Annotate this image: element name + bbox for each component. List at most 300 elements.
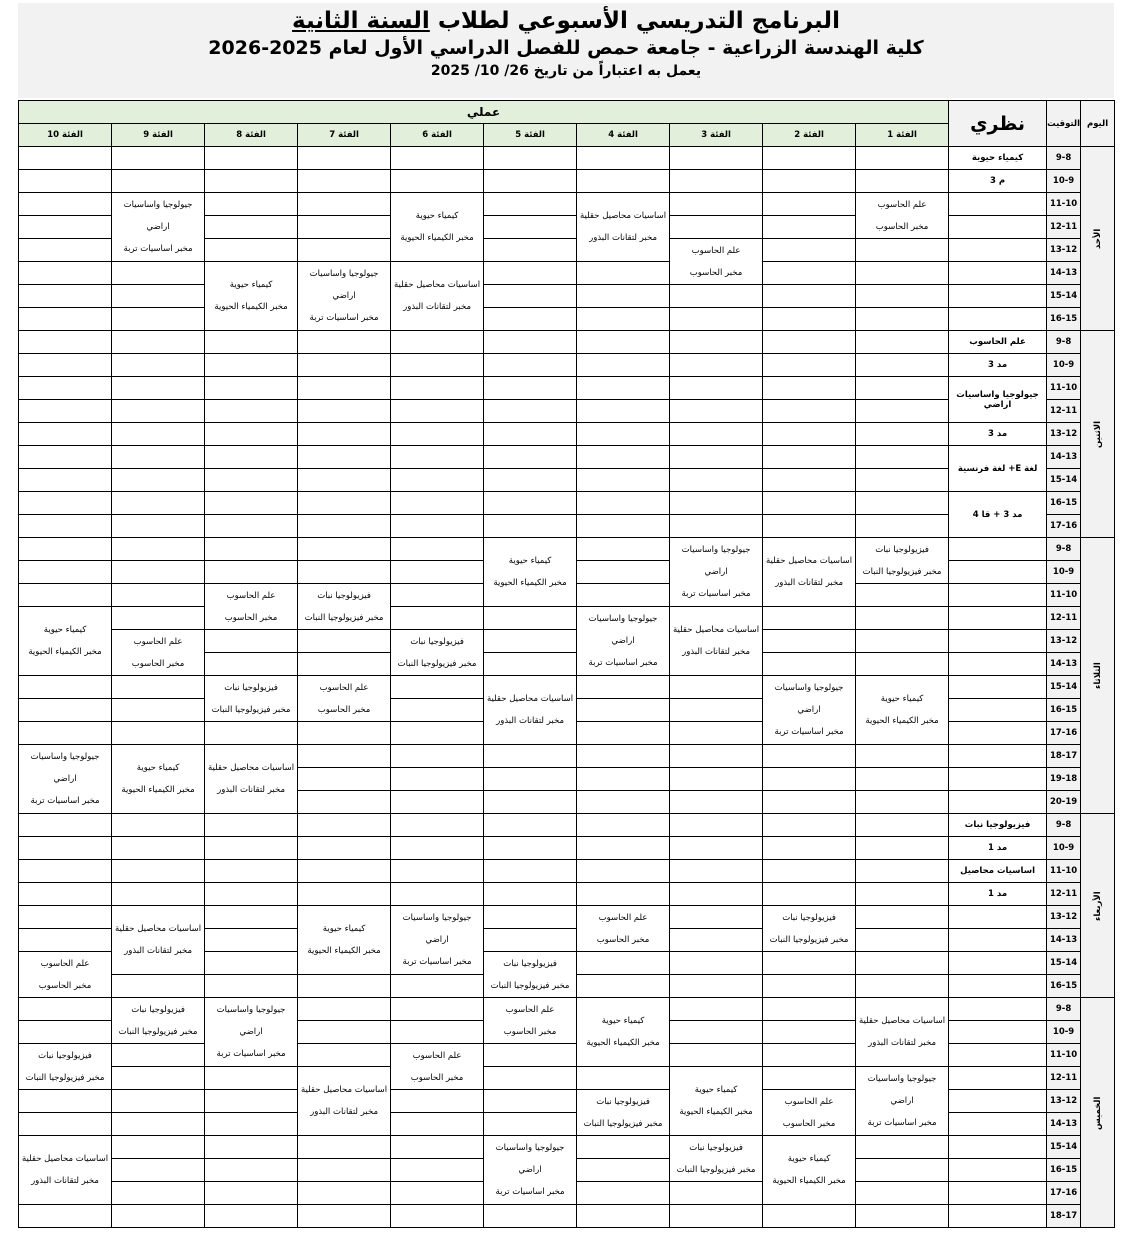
empty-cell [856,653,949,676]
schedule-table [18,100,1115,1228]
empty-cell [856,147,949,170]
empty-cell [112,377,205,400]
session-text: مد 1 [988,889,1008,899]
empty-cell [856,515,949,538]
empty-cell [949,975,1047,998]
empty-cell [763,446,856,469]
session-text: مخبر اساسيات تربة [867,1118,937,1128]
empty-cell [484,906,577,929]
empty-cell [856,400,949,423]
empty-cell [856,630,949,653]
session-text: مخبر فيزيولوجيا النبات [397,658,477,669]
session-text: فيزيولوجيا نبات [596,1096,650,1107]
empty-cell [856,745,949,768]
session-text: كيمياء حيوية [229,280,273,290]
session-text: مخبر الحاسوب [689,267,743,278]
session-text: مخبر الحاسوب [503,1026,557,1037]
empty-cell [19,883,112,906]
session-text: اساسيات محاصيل حقلية [766,556,853,566]
empty-cell [856,170,949,193]
session-text: جيولوجيا واساسيات [588,614,658,624]
empty-cell [112,722,205,745]
empty-cell [949,1205,1047,1228]
empty-cell [112,814,205,837]
time-slot: 14-13 [1047,446,1081,469]
lab-session [484,538,577,607]
empty-cell [205,1205,298,1228]
empty-cell [19,837,112,860]
empty-cell [391,607,484,630]
empty-cell [19,860,112,883]
empty-cell [763,998,856,1021]
empty-cell [112,170,205,193]
empty-cell [391,538,484,561]
lab-session [577,1090,670,1136]
session-text: مخبر فيزيولوجيا النبات [769,934,849,945]
session-text: مخبر الكيمياء الحيوية [28,647,102,657]
lab-session [298,584,391,630]
empty-cell [670,331,763,354]
session-text: مد 3 + قا 4 [972,509,1023,520]
table-row [19,193,1115,216]
time-slot: 15-14 [1047,952,1081,975]
empty-cell [205,469,298,492]
lab-session [19,952,112,998]
lab-session [856,998,949,1067]
session-text: علم الحاسوب [784,1096,834,1107]
empty-cell [577,308,670,331]
empty-cell [19,147,112,170]
session-text: اراضي [797,705,821,715]
session-text: مخبر الكيمياء الحيوية [865,716,939,726]
empty-cell [856,768,949,791]
empty-cell [577,400,670,423]
empty-cell [856,377,949,400]
empty-cell [856,1159,949,1182]
lab-session [205,584,298,630]
lab-session [670,607,763,676]
empty-cell [577,860,670,883]
lab-session [484,952,577,998]
empty-cell [19,1205,112,1228]
lab-session [763,676,856,745]
empty-cell [205,354,298,377]
session-text: مخبر الحاسوب [596,934,650,945]
lab-session [391,906,484,975]
lab-session [484,676,577,745]
empty-cell [670,883,763,906]
session-text: مخبر الحاسوب [410,1072,464,1083]
lab-session [670,538,763,607]
empty-cell [484,193,577,216]
empty-cell [391,883,484,906]
empty-cell [856,469,949,492]
empty-cell [112,1182,205,1205]
empty-cell [205,216,298,239]
empty-cell [949,1159,1047,1182]
lab-session [112,630,205,676]
empty-cell [205,1159,298,1182]
empty-cell [763,262,856,285]
group-header-4: الفئة 4 [577,124,670,147]
empty-cell [763,768,856,791]
lab-session [298,1067,391,1136]
table-row [19,837,1115,860]
empty-cell [670,515,763,538]
empty-cell [949,1067,1047,1090]
empty-cell [298,216,391,239]
empty-cell [298,538,391,561]
empty-cell [949,630,1047,653]
table-row [19,377,1115,400]
empty-cell [484,745,577,768]
table-row [19,1044,1115,1067]
empty-cell [19,998,112,1021]
empty-cell [391,975,484,998]
session-text: مخبر فيزيولوجيا النبات [304,612,384,623]
session-text: جيولوجيا واساسيات [30,752,100,762]
time-slot: 13-12 [1047,630,1081,653]
empty-cell [763,1021,856,1044]
empty-cell [670,285,763,308]
empty-cell [763,285,856,308]
empty-cell [112,262,205,285]
empty-cell [670,446,763,469]
empty-cell [484,814,577,837]
empty-cell [205,722,298,745]
empty-cell [577,1136,670,1159]
empty-cell [298,446,391,469]
session-text: جيولوجيا واساسيات [956,389,1039,400]
empty-cell [949,929,1047,952]
table-row [19,423,1115,446]
time-slot: 14-13 [1047,653,1081,676]
empty-cell [484,630,577,653]
empty-cell [19,1021,112,1044]
empty-cell [670,170,763,193]
session-text: مخبر الحاسوب [317,704,371,715]
lab-session [670,239,763,285]
session-text: مد 1 [988,843,1008,853]
session-text: جيولوجيا واساسيات [216,1005,286,1015]
session-text: مخبر فيزيولوجيا النبات [118,1026,198,1037]
session-text: مخبر لتقانات البذور [403,302,471,312]
session-text: مخبر فيزيولوجيا النبات [211,704,291,715]
group-header-2: الفئة 2 [763,124,856,147]
empty-cell [577,561,670,584]
empty-cell [856,952,949,975]
empty-cell [112,515,205,538]
empty-cell [391,699,484,722]
empty-cell [577,446,670,469]
session-text: مخبر اساسيات تربة [30,796,100,806]
session-text: مخبر الحاسوب [224,612,278,623]
session-text: مخبر لتقانات البذور [124,946,192,956]
empty-cell [19,699,112,722]
session-text: فيزيولوجيا نبات [503,958,557,969]
empty-cell [391,377,484,400]
time-slot: 14-13 [1047,1113,1081,1136]
empty-cell [949,1021,1047,1044]
empty-cell [949,906,1047,929]
empty-cell [670,791,763,814]
empty-cell [112,538,205,561]
empty-cell [205,975,298,998]
empty-cell [298,354,391,377]
empty-cell [763,630,856,653]
empty-cell [763,814,856,837]
page-subtitle: كلية الهندسة الزراعية - جامعة حمص للفصل الدراسي الأول لعام 2025-2026 [208,37,924,59]
empty-cell [577,676,670,699]
empty-cell [949,607,1047,630]
time-slot: 10-9 [1047,561,1081,584]
empty-cell [484,1205,577,1228]
session-text: كيمياء حيوية [601,1016,645,1026]
empty-cell [763,860,856,883]
session-text: مخبر الحاسوب [131,658,185,669]
empty-cell [112,285,205,308]
session-text: مخبر الكيمياء الحيوية [493,578,567,588]
empty-cell [19,262,112,285]
empty-cell [205,860,298,883]
empty-cell [577,745,670,768]
empty-cell [391,331,484,354]
time-slot: 13-12 [1047,1090,1081,1113]
session-text: كيمياء حيوية [880,694,924,704]
empty-cell [763,239,856,262]
empty-cell [484,860,577,883]
empty-cell [670,952,763,975]
empty-cell [670,1205,763,1228]
empty-cell [19,561,112,584]
session-text: اراضي [239,1027,263,1037]
lab-session [19,1044,112,1090]
lab-session [856,1067,949,1136]
time-slot: 11-10 [1047,377,1081,400]
empty-cell [856,837,949,860]
session-text: مخبر فيزيولوجيا النبات [490,980,570,991]
empty-cell [763,469,856,492]
practical-column-header: عملي [19,101,949,124]
empty-cell [391,1136,484,1159]
empty-cell [205,561,298,584]
empty-cell [391,423,484,446]
empty-cell [298,630,391,653]
empty-cell [763,653,856,676]
empty-cell [484,423,577,446]
day-label: الخميس [1081,998,1115,1228]
empty-cell [577,469,670,492]
empty-cell [484,170,577,193]
lab-session [856,193,949,239]
empty-cell [670,975,763,998]
empty-cell [856,239,949,262]
session-text: اراضي [518,1165,542,1175]
empty-cell [856,607,949,630]
lab-session [112,998,205,1044]
empty-cell [577,423,670,446]
session-text: اساسيات محاصيل حقلية [394,280,481,290]
session-text: اراضي [332,291,356,301]
session-text: جيولوجيا واساسيات [867,1074,937,1084]
empty-cell [949,1113,1047,1136]
empty-cell [205,630,298,653]
lab-session [391,1044,484,1090]
session-text: جيولوجيا واساسيات [402,913,472,923]
empty-cell [112,699,205,722]
empty-cell [670,998,763,1021]
session-text: مخبر لتقانات البذور [217,785,285,795]
empty-cell [205,170,298,193]
empty-cell [391,1205,484,1228]
theory-session [949,837,1047,860]
empty-cell [577,492,670,515]
empty-cell [763,1067,856,1090]
session-text: مد 3 [988,429,1008,439]
empty-cell [391,147,484,170]
empty-cell [856,975,949,998]
theory-session [949,331,1047,354]
empty-cell [484,377,577,400]
empty-cell [949,768,1047,791]
empty-cell [670,860,763,883]
title-year: السنة الثانية [292,8,430,34]
session-text: جيولوجيا واساسيات [309,269,379,279]
time-slot: 19-18 [1047,768,1081,791]
empty-cell [484,1090,577,1113]
empty-cell [577,354,670,377]
session-text: كيمياء حيوية [43,625,87,635]
empty-cell [112,561,205,584]
empty-cell [856,285,949,308]
empty-cell [298,1021,391,1044]
table-row [19,170,1115,193]
lab-session [577,607,670,676]
time-slot: 13-12 [1047,239,1081,262]
empty-cell [19,1113,112,1136]
empty-cell [484,1113,577,1136]
empty-cell [112,883,205,906]
empty-cell [112,446,205,469]
empty-cell [391,814,484,837]
table-row [19,607,1115,630]
empty-cell [112,607,205,630]
empty-cell [391,768,484,791]
session-text: مخبر الكيمياء الحيوية [307,946,381,956]
time-slot: 12-11 [1047,883,1081,906]
empty-cell [484,469,577,492]
session-text: اراضي [53,774,77,784]
empty-cell [949,308,1047,331]
empty-cell [763,1044,856,1067]
empty-cell [856,906,949,929]
empty-cell [298,1159,391,1182]
empty-cell [112,1159,205,1182]
session-text: علم الحاسوب [691,245,741,256]
time-slot: 17-16 [1047,515,1081,538]
session-text: فيزيولوجيا نبات [689,1142,743,1153]
empty-cell [298,814,391,837]
empty-cell [577,538,670,561]
empty-cell [949,216,1047,239]
empty-cell [763,952,856,975]
lab-session [205,262,298,331]
empty-cell [484,216,577,239]
empty-cell [484,147,577,170]
lab-session [670,1136,763,1182]
session-text: فيزيولوجيا نبات [38,1050,92,1061]
session-text: مخبر لتقانات البذور [868,1038,936,1048]
time-slot: 16-15 [1047,1159,1081,1182]
time-slot: 11-10 [1047,193,1081,216]
empty-cell [484,837,577,860]
empty-cell [298,837,391,860]
empty-cell [298,377,391,400]
table-row [19,1113,1115,1136]
empty-cell [484,308,577,331]
table-row [19,1090,1115,1113]
lab-session [19,607,112,676]
empty-cell [298,423,391,446]
empty-cell [205,446,298,469]
empty-cell [670,722,763,745]
session-text: مخبر الكيمياء الحيوية [400,233,474,243]
group-header-9: الفئة 9 [112,124,205,147]
empty-cell [19,354,112,377]
time-slot: 9-8 [1047,814,1081,837]
session-text: فيزيولوجيا نبات [964,820,1031,830]
theory-session [949,377,1047,423]
theory-session [949,354,1047,377]
time-slot: 16-15 [1047,308,1081,331]
session-text: مخبر الحاسوب [875,221,929,232]
group-header-8: الفئة 8 [205,124,298,147]
empty-cell [949,722,1047,745]
empty-cell [298,883,391,906]
empty-cell [205,906,298,929]
empty-cell [298,975,391,998]
empty-cell [19,377,112,400]
empty-cell [205,423,298,446]
empty-cell [763,193,856,216]
empty-cell [391,998,484,1021]
empty-cell [577,262,670,285]
session-text: مخبر اساسيات تربة [495,1187,565,1197]
empty-cell [112,1205,205,1228]
empty-cell [205,377,298,400]
session-text: مخبر الحاسوب [38,980,92,991]
empty-cell [856,1182,949,1205]
empty-cell [112,469,205,492]
empty-cell [763,147,856,170]
empty-cell [949,262,1047,285]
session-text: مخبر اساسيات تربة [123,244,193,254]
session-text: مخبر لتقانات البذور [496,716,564,726]
empty-cell [19,400,112,423]
empty-cell [19,1090,112,1113]
empty-cell [112,492,205,515]
time-slot: 10-9 [1047,170,1081,193]
session-text: مخبر اساسيات تربة [774,727,844,737]
empty-cell [391,515,484,538]
empty-cell [112,1044,205,1067]
empty-cell [298,469,391,492]
table-row [19,308,1115,331]
empty-cell [19,538,112,561]
session-text: مخبر اساسيات تربة [681,589,751,599]
empty-cell [484,791,577,814]
empty-cell [763,170,856,193]
